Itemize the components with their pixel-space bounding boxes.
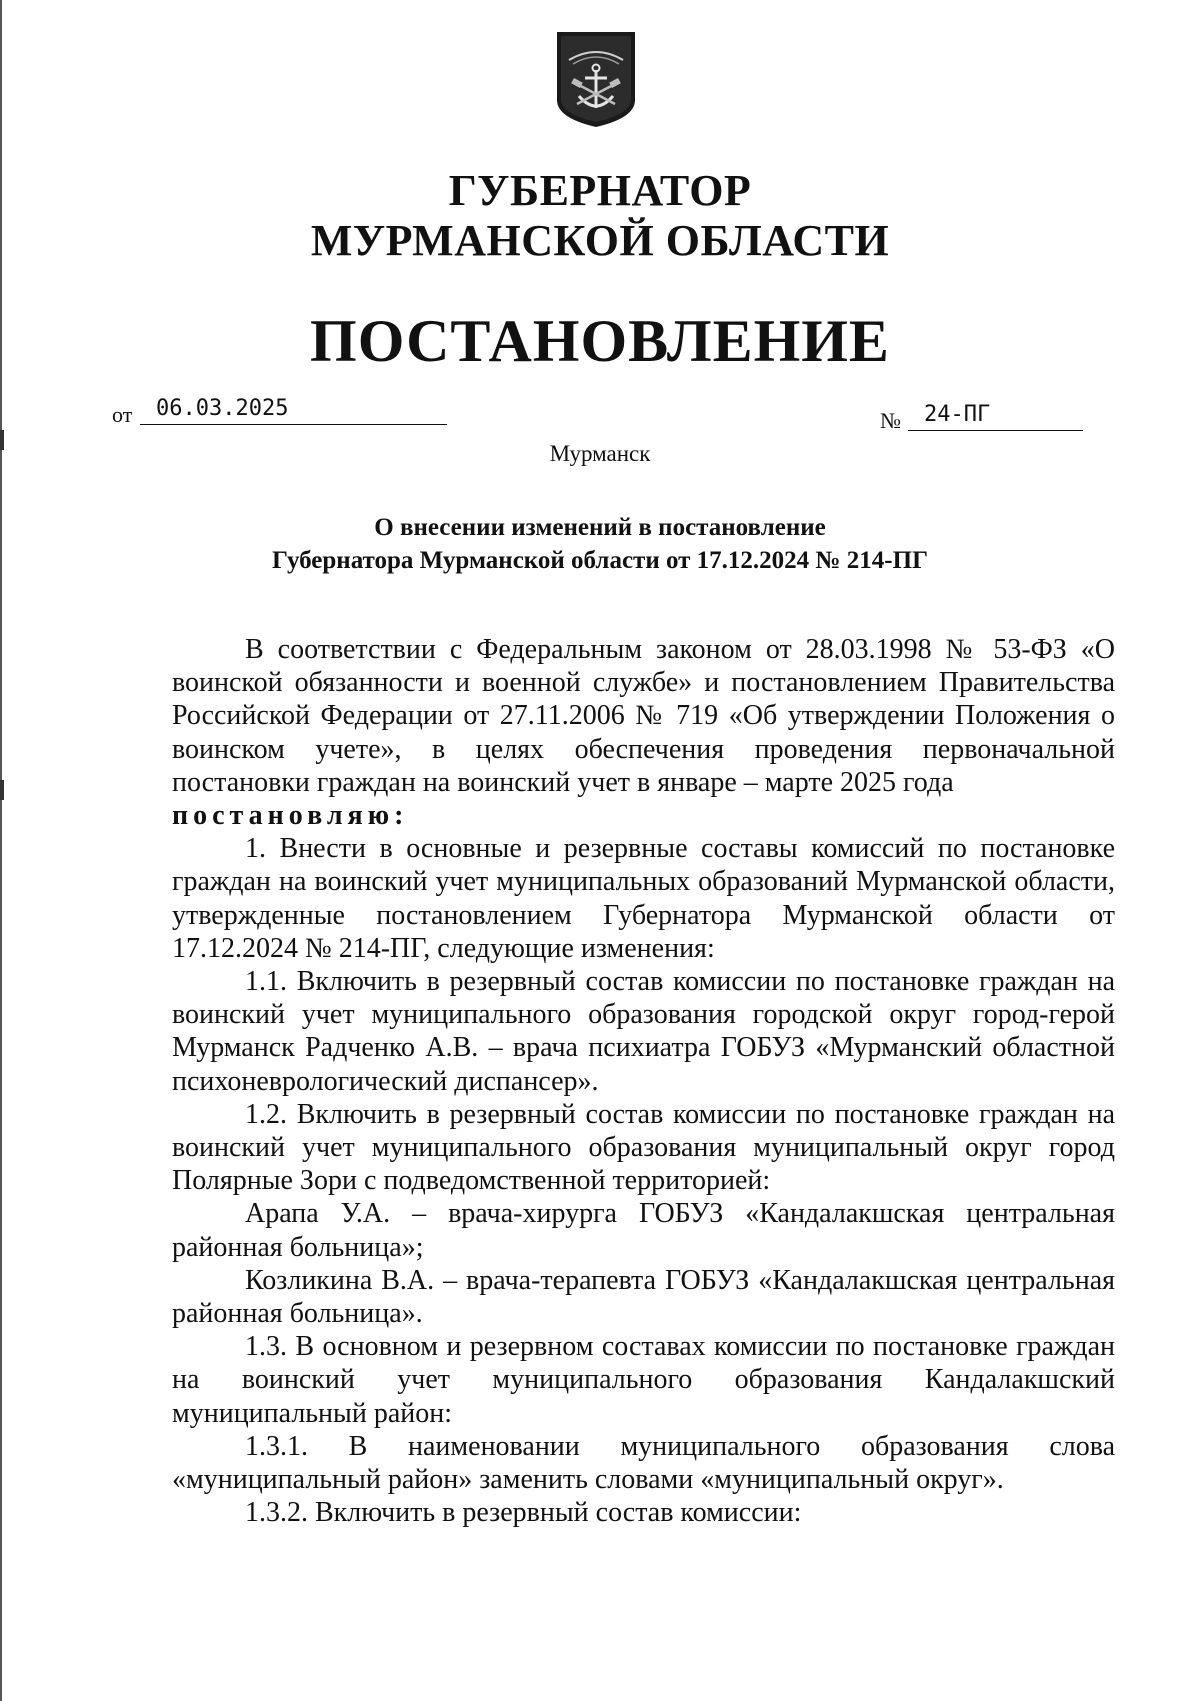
- number-value: 24-ПГ: [908, 400, 1083, 431]
- clause-1-3-1: 1.3.1. В наименовании муниципального образования слова «муниципальный район» заменить словами «муниципальный округ».: [172, 1430, 1115, 1496]
- clause-1-2: 1.2. Включить в резервный состав комиссии по постановке граждан на воинский учет муниципального образования муниципальный округ город Полярные Зори с подведомственной территорией:: [172, 1098, 1115, 1197]
- org-title-line2: МУРМАНСКОЙ ОБЛАСТИ: [310, 216, 890, 265]
- resolve-word: постановляю:: [172, 800, 409, 832]
- clause-1-3-2: 1.3.2. Включить в резервный состав комиссии:: [245, 1497, 802, 1529]
- document-type: ПОСТАНОВЛЕНИЕ: [310, 308, 890, 374]
- clause-1-3: 1.3. В основном и резервном составах комиссии по постановке граждан на воинский учет муниципального образования Кандалакшский муниципальный район:: [172, 1331, 1115, 1429]
- scan-mark: [0, 780, 4, 800]
- document-title-line1: О внесении изменений в постановление: [374, 514, 826, 541]
- date-value: 06.03.2025: [140, 394, 447, 425]
- clause-1: 1. Внести в основные и резервные составы комиссий по постановке граждан на воинский учет муниципальных образований Мурманской области, утвержденные постановлением Губернатора Мурманской области от 17.12.2024 № 214-ПГ, следующие изменения:: [172, 833, 1115, 964]
- preamble-paragraph: В соответствии с Федеральным законом от 28.03.1998 № 53-ФЗ «О воинской обязанности и военной службе» и постановлением Правительства Российской Федерации от 27.11.2006 № 719 «Об утверждении Положения о воинском учете», в целях обеспечения проведения первоначальной постановки граждан на воинский учет в январе – марте 2025 года: [172, 634, 1115, 798]
- clause-1-1: 1.1. Включить в резервный состав комиссии по постановке граждан на воинский учет муниципального образования городской округ город-герой Мурманск Радченко А.В. – врача психиатра ГОБУЗ «Мурманский областной психоневрологический диспансер».: [172, 966, 1115, 1097]
- clause-1-2-item-b: Козликина В.А. – врача-терапевта ГОБУЗ «Кандалакшская центральная районная больница».: [172, 1264, 1115, 1330]
- city-name: Мурманск: [549, 441, 651, 466]
- number-prefix: №: [880, 408, 901, 433]
- document-body: [172, 633, 1115, 1529]
- resolve-paragraph: [172, 799, 1115, 832]
- document-title-line2: Губернатора Мурманской области от 17.12.2024 № 214-ПГ: [272, 547, 928, 574]
- coat-of-arms-emblem: [555, 30, 637, 128]
- org-title-line1: ГУБЕРНАТОР: [448, 166, 752, 215]
- date-prefix: от: [112, 402, 133, 427]
- clause-1-2-item-a: Арапа У.А. – врача-хирурга ГОБУЗ «Кандалакшская центральная районная больница»;: [172, 1198, 1115, 1263]
